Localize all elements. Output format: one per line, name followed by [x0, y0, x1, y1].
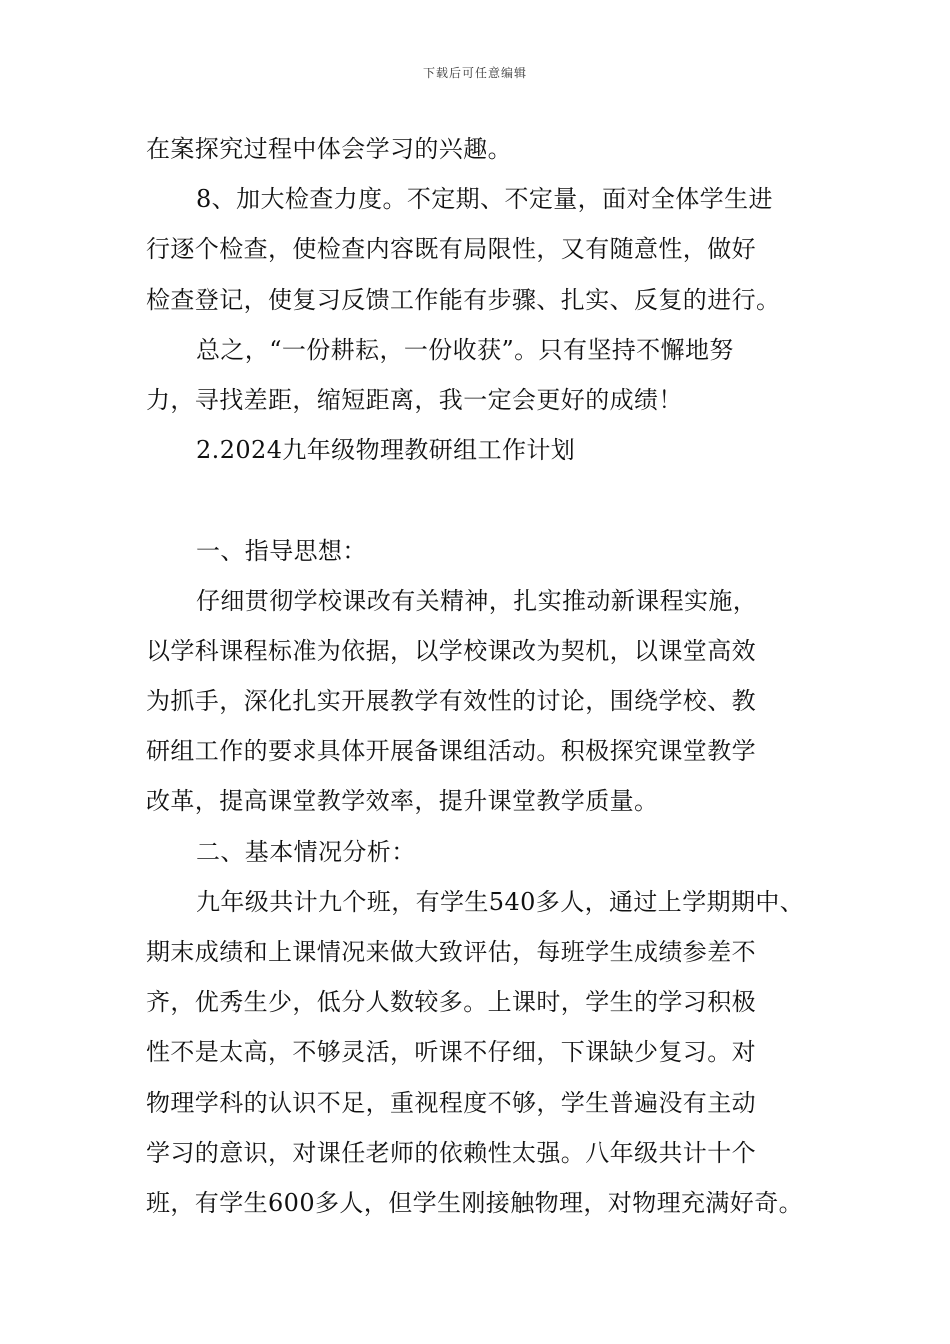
text-line: 性不是太高，不够灵活，听课不仔细，下课缺少复习。对	[146, 1038, 756, 1067]
text-line: 期末成绩和上课情况来做大致评估，每班学生成绩参差不	[146, 938, 756, 966]
heading-situation-analysis: 二、基本情况分析：	[196, 837, 416, 866]
paragraph-start: 仔细贯彻学校课改有关精神，扎实推动新课程实施，	[196, 586, 758, 615]
list-item-8: 8、加大检查力度。不定期、不定量，面对全体学生进	[196, 185, 773, 214]
text-line: 以学科课程标准为依据，以学校课改为契机，以课堂高效	[146, 636, 756, 665]
blank-line	[146, 475, 836, 525]
heading-guiding-ideology: 一、指导思想：	[196, 536, 367, 565]
text-line: 改革，提高课堂教学效率，提升课堂教学质量。	[146, 787, 659, 816]
text-line: 在案探究过程中体会学习的兴趣。	[146, 135, 512, 163]
document-body	[146, 124, 836, 1228]
page-header: 下载后可任意编辑	[422, 66, 527, 80]
text-line: 行逐个检查，使检查内容既有局限性，又有随意性，做好	[146, 235, 756, 264]
text-line: 班，有学生600多人，但学生刚接触物理，对物理充满好奇。	[146, 1188, 804, 1217]
text-line: 检查登记，使复习反馈工作能有步骤、扎实、反复的进行。	[146, 285, 781, 314]
paragraph-start: 九年级共计九个班，有学生540多人，通过上学期期中、	[196, 887, 805, 916]
text-line: 学习的意识，对课任老师的依赖性太强。八年级共计十个	[146, 1138, 756, 1167]
text-line: 力，寻找差距，缩短距离，我一定会更好的成绩！	[146, 385, 683, 414]
text-line: 物理学科的认识不足，重视程度不够，学生普遍没有主动	[146, 1088, 756, 1117]
text-line: 齐，优秀生少，低分人数较多。上课时，学生的学习积极	[146, 988, 756, 1017]
summary-paragraph: 总之，“一份耕耘，一份收获”。只有坚持不懈地努	[196, 335, 734, 364]
text-line: 为抓手，深化扎实开展教学有效性的讨论，围绕学校、教	[146, 687, 756, 716]
section-title: 2.2024九年级物理教研组工作计划	[196, 436, 576, 465]
text-line: 研组工作的要求具体开展备课组活动。积极探究课堂教学	[146, 737, 756, 766]
